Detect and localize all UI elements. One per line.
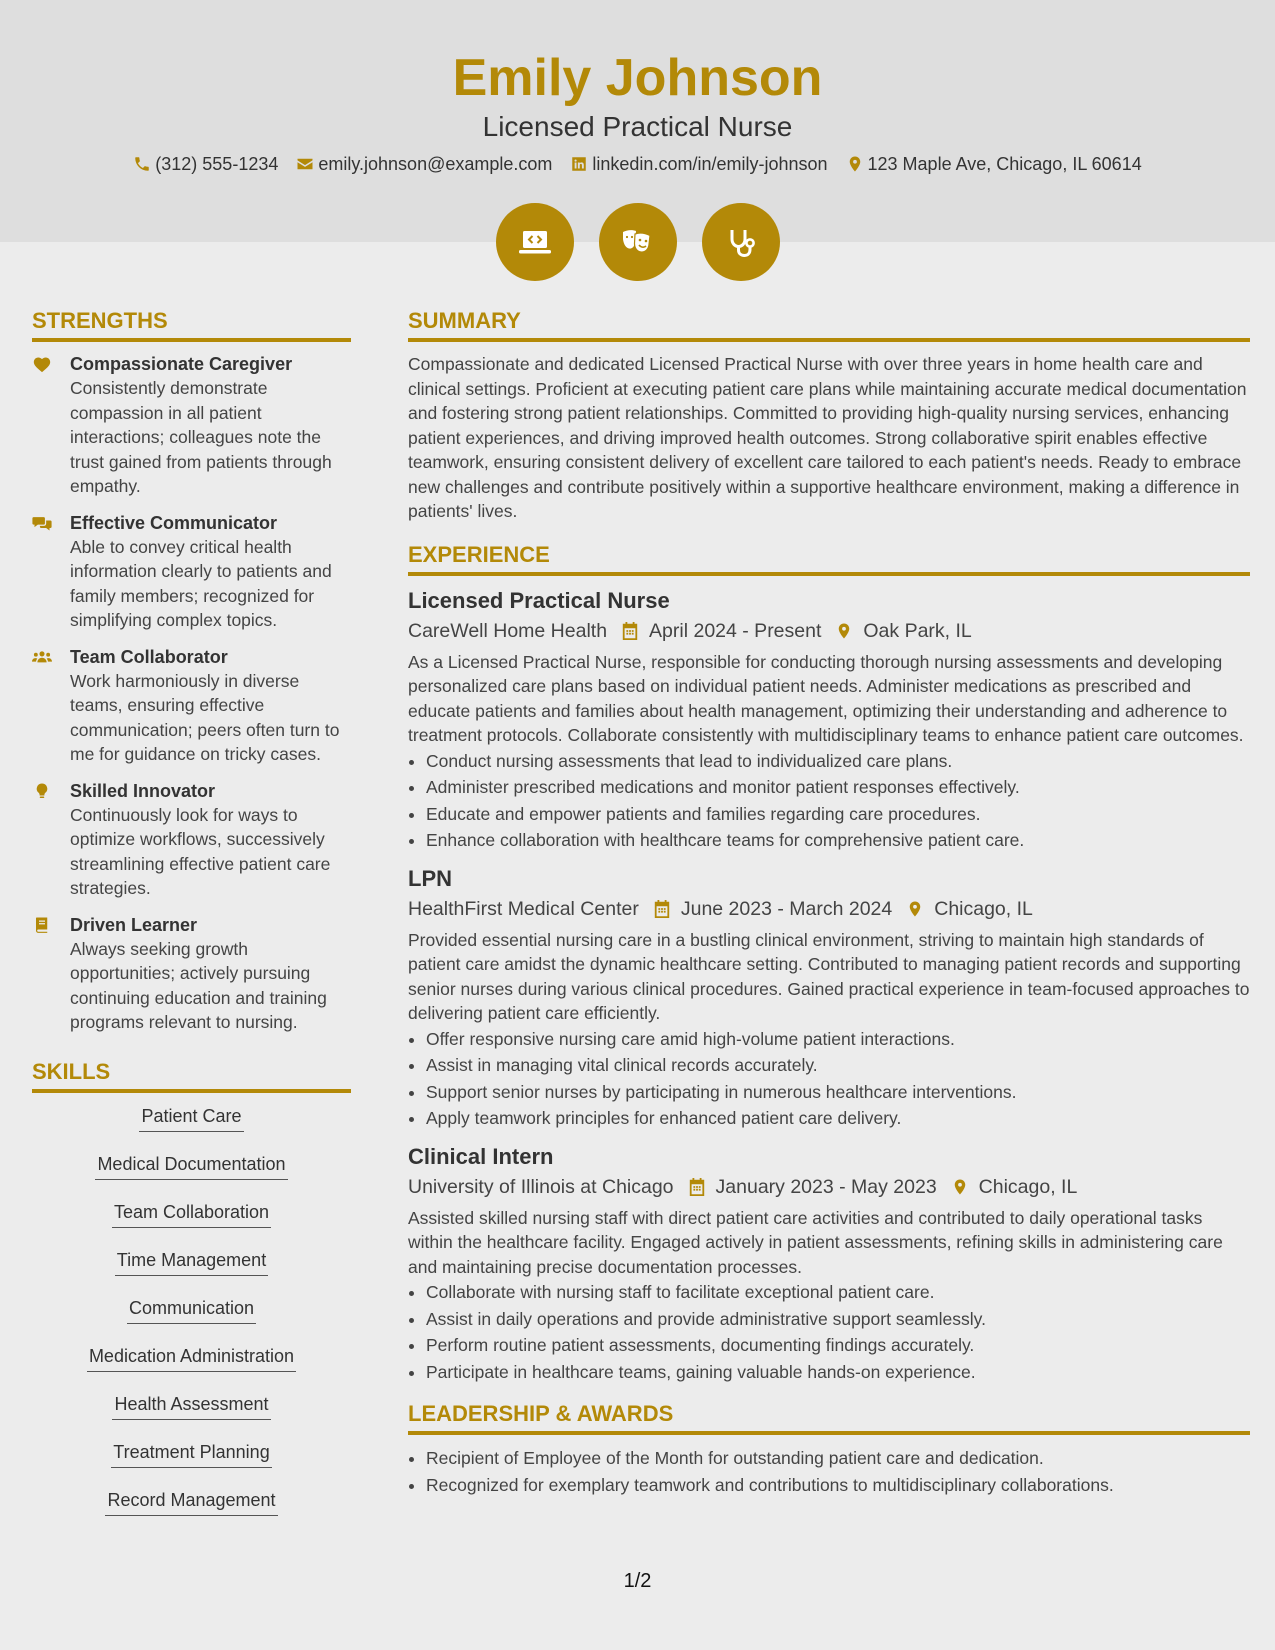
strength-item	[32, 352, 351, 499]
strength-title: Skilled Innovator	[70, 780, 216, 801]
contact-phone	[133, 151, 278, 177]
right-column	[408, 306, 1250, 1498]
laptop-code-icon	[515, 222, 555, 262]
skill-item: Communication	[32, 1295, 351, 1324]
email-link[interactable]: emily.johnson@example.com	[318, 154, 553, 174]
strength-item	[32, 779, 351, 901]
linkedin-icon	[570, 155, 588, 173]
map-marker-icon	[906, 899, 924, 919]
list-item: • Recipient of Employee of the Month for outstanding patient care and dedication.	[426, 1445, 1250, 1472]
job-meta	[408, 894, 1250, 924]
job-description: Provided essential nursing care in a bustling clinical environment, striving to maintain high standards of patient care amidst the dynamic healthcare setting. Contributed to managing patient records and supporting senior nurses during various clinical procedures. Gained practical experience in team-focused approaches to delivering patient care efficiently.	[408, 929, 1250, 1023]
skill-item: Treatment Planning	[32, 1439, 351, 1468]
job-description: Assisted skilled nursing staff with direct patient care activities and contributed to daily operational tasks within the healthcare facility. Engaged actively in patient assessments, refining skills in administering care and maintaining precise documentation processes.	[408, 1207, 1223, 1277]
list-item: • Participate in healthcare teams, gaining valuable hands-on experience.	[426, 1359, 1250, 1386]
strength-desc: Able to convey critical health information clearly to patients and family members; recognized for simplifying complex topics.	[70, 536, 332, 630]
left-column	[32, 306, 351, 1535]
job-bullets	[408, 1279, 1250, 1385]
strength-item	[32, 645, 351, 767]
strength-title: Compassionate Caregiver	[70, 354, 293, 374]
contact-email[interactable]	[296, 151, 552, 177]
job-dates: April 2024 - Present	[649, 619, 822, 642]
comments-icon	[32, 514, 52, 532]
job-dates: June 2023 - March 2024	[680, 897, 893, 920]
page-number: 1/2	[623, 1570, 652, 1592]
stethoscope-icon	[721, 222, 761, 262]
heart-icon	[32, 355, 52, 373]
job-meta	[408, 1172, 1250, 1202]
skill-item: Patient Care	[32, 1103, 351, 1132]
job-company: University of Illinois at Chicago	[408, 1175, 674, 1198]
job-meta	[408, 616, 1250, 646]
strengths-heading: STRENGTHS	[32, 306, 351, 342]
strength-title: Team Collaborator	[70, 646, 228, 667]
map-marker-icon	[835, 621, 853, 641]
phone-icon	[133, 155, 151, 173]
contact-address	[846, 151, 1142, 177]
calendar-icon	[688, 1177, 706, 1197]
address-text: 123 Maple Ave, Chicago, IL 60614	[867, 154, 1142, 174]
job-location: Oak Park, IL	[863, 619, 972, 642]
strength-desc: Consistently demonstrate compassion in all patient interactions; colleagues note the trust gained from patients through empathy.	[70, 378, 332, 496]
job-title: Clinical Intern	[408, 1143, 554, 1169]
list-item: • Enhance collaboration with healthcare teams for comprehensive patient care.	[426, 827, 1250, 854]
skill-item: Team Collaboration	[32, 1199, 351, 1228]
strength-title: Driven Learner	[70, 914, 198, 935]
book-icon	[32, 916, 52, 934]
skill-item: Medication Administration	[32, 1343, 351, 1372]
list-item: • Offer responsive nursing care amid high-volume patient interactions.	[426, 1026, 1250, 1053]
strength-desc: Continuously look for ways to optimize workflows, successively streamlining effective patient care strategies.	[70, 804, 331, 898]
awards-list	[408, 1445, 1250, 1498]
summary-text: Compassionate and dedicated Licensed Practical Nurse with over three years in home health care and clinical settings. Proficient at executing patient care plans while maintaining accurate medical documentation and fostering strong patient relationships. Committed to providing high-quality nursing services, enhancing patient experiences, and driving improved health outcomes. Strong collaborative spirit enables effective teamwork, ensuring consistent delivery of excellent care tailored to each patient's needs. Ready to embrace new challenges and contribute positively within a supportive healthcare environment, making a difference in patients' lives.	[408, 354, 1247, 521]
list-item: • Administer prescribed medications and monitor patient responses effectively.	[426, 774, 1250, 801]
job-title: LPN	[408, 865, 452, 891]
strength-item	[32, 511, 351, 633]
job-entry	[408, 586, 1250, 854]
lightbulb-icon	[32, 782, 52, 800]
list-item: • Assist in daily operations and provide administrative support seamlessly.	[426, 1306, 1250, 1333]
hobby-laptop	[496, 203, 574, 281]
skills-list	[32, 1103, 351, 1516]
contact-linkedin[interactable]	[570, 151, 827, 177]
skills-heading: SKILLS	[32, 1057, 351, 1093]
theater-masks-icon	[618, 222, 658, 262]
calendar-icon	[653, 899, 671, 919]
strength-desc: Always seeking growth opportunities; actively pursuing continuing education and training programs relevant to nursing.	[70, 938, 327, 1032]
linkedin-link[interactable]: linkedin.com/in/emily-johnson	[592, 154, 828, 174]
strength-desc: Work harmoniously in diverse teams, ensuring effective communication; peers often turn to me for guidance on tricky cases.	[70, 670, 340, 764]
list-item: • Collaborate with nursing staff to facilitate exceptional patient care.	[426, 1279, 1250, 1306]
phone-text: (312) 555-1234	[155, 154, 279, 174]
job-description: As a Licensed Practical Nurse, responsible for conducting thorough nursing assessments and developing personalized care plans based on individual patient needs. Administer medications as prescribed and educate patients and families about health management, optimizing their understanding and adherence to treatment protocols. Collaborate consistently with multidisciplinary teams to enhance patient care outcomes.	[408, 651, 1244, 745]
list-item: • Assist in managing vital clinical records accurately.	[426, 1052, 1250, 1079]
skill-item: Medical Documentation	[32, 1151, 351, 1180]
job-entry	[408, 864, 1250, 1132]
list-item: • Apply teamwork principles for enhanced patient care delivery.	[426, 1105, 1250, 1132]
list-item: • Support senior nurses by participating in numerous healthcare interventions.	[426, 1079, 1250, 1106]
job-company: CareWell Home Health	[408, 619, 608, 642]
job-location: Chicago, IL	[978, 1175, 1078, 1198]
strength-title: Effective Communicator	[70, 512, 278, 533]
map-marker-icon	[846, 155, 864, 173]
hobby-icons	[0, 203, 1275, 281]
job-title: Licensed Practical Nurse	[408, 587, 670, 613]
job-bullets	[408, 748, 1250, 854]
users-icon	[32, 648, 52, 666]
map-marker-icon	[951, 1177, 969, 1197]
hobby-theater	[599, 203, 677, 281]
job-entry	[408, 1142, 1250, 1386]
skill-item: Time Management	[32, 1247, 351, 1276]
job-location: Chicago, IL	[934, 897, 1033, 920]
hobby-stethoscope	[702, 203, 780, 281]
list-item: • Educate and empower patients and families regarding care procedures.	[426, 801, 1250, 828]
skill-item: Health Assessment	[32, 1391, 351, 1420]
job-company: HealthFirst Medical Center	[408, 897, 639, 920]
awards-heading: LEADERSHIP & AWARDS	[408, 1399, 1250, 1435]
experience-heading: EXPERIENCE	[408, 540, 1250, 576]
list-item: • Recognized for exemplary teamwork and contributions to multidisciplinary collaborations.	[426, 1472, 1250, 1499]
envelope-icon	[296, 155, 314, 173]
contact-bar	[0, 151, 1275, 177]
summary-heading: SUMMARY	[408, 306, 1250, 342]
candidate-role: Licensed Practical Nurse	[482, 111, 793, 142]
candidate-name: Emily Johnson	[452, 49, 823, 107]
job-bullets	[408, 1026, 1250, 1132]
skill-item: Record Management	[32, 1487, 351, 1516]
job-dates: January 2023 - May 2023	[715, 1175, 937, 1198]
header-band	[0, 0, 1275, 242]
list-item: • Conduct nursing assessments that lead to individualized care plans.	[426, 748, 1250, 775]
strength-item	[32, 913, 351, 1035]
calendar-icon	[621, 621, 639, 641]
list-item: • Perform routine patient assessments, documenting findings accurately.	[426, 1332, 1250, 1359]
